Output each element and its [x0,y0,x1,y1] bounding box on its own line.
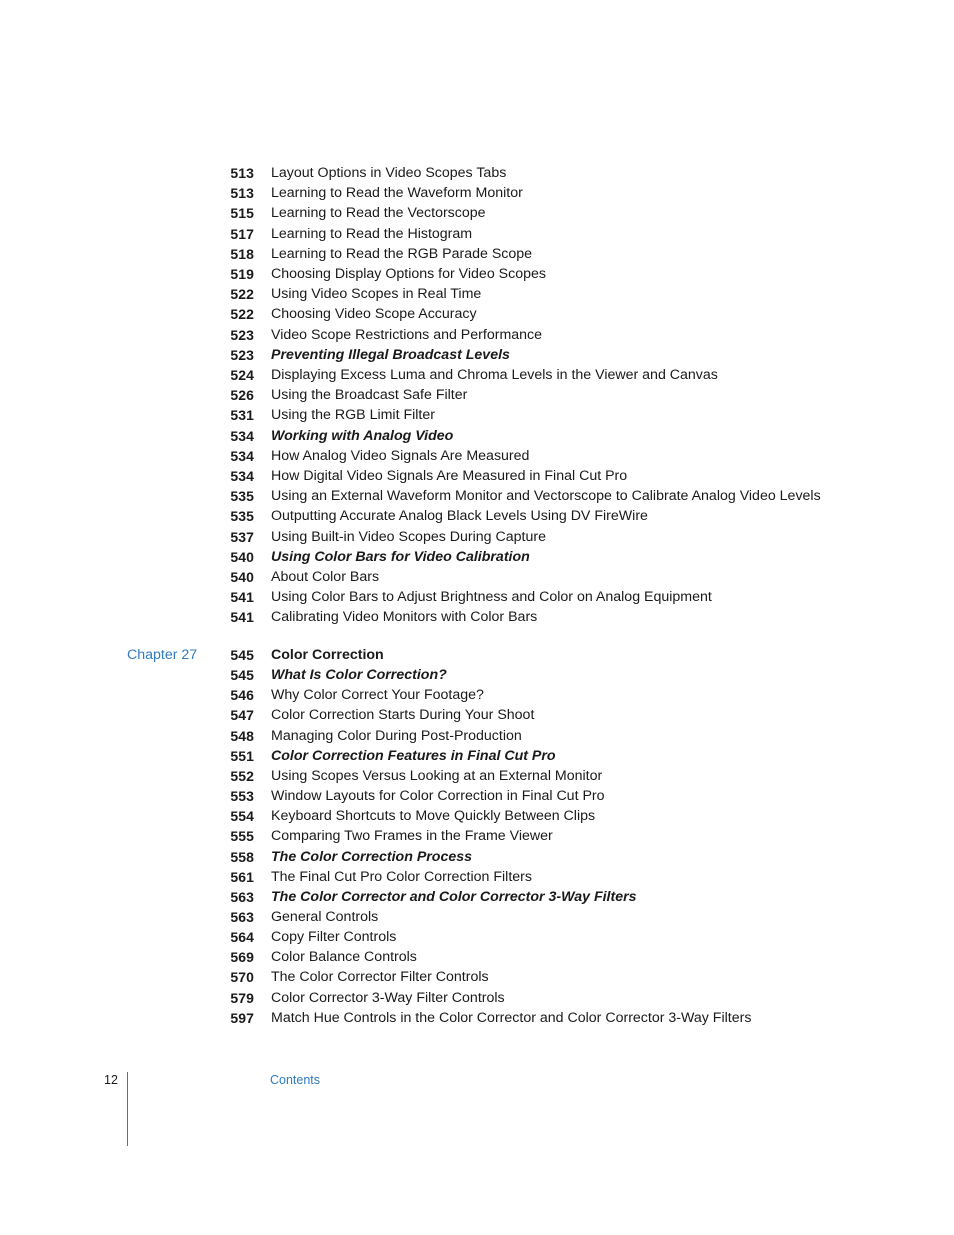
toc-entry-title[interactable]: Using an External Waveform Monitor and Vectorscope to Calibrate Analog Video Levels [271,488,821,505]
toc-entry[interactable] [0,527,954,547]
toc-entry-page-number: 545 [230,647,254,663]
toc-entry-title[interactable]: How Digital Video Signals Are Measured in Final Cut Pro [271,468,628,484]
toc-entry-page-number: 522 [230,286,254,303]
chapter-label[interactable]: Chapter 27 [127,647,198,663]
toc-entry-title[interactable]: General Controls [271,908,379,925]
toc-entry-page-number: 522 [230,306,254,323]
toc-entry[interactable] [0,486,954,506]
toc-entry[interactable] [0,847,954,867]
toc-entry-title[interactable]: Learning to Read the Histogram [271,225,473,242]
toc-entry-page-number: 534 [230,468,254,484]
toc-entry-page-number: 535 [230,488,254,505]
footer-divider [127,1072,128,1146]
toc-entry-page-number: 547 [230,707,254,724]
toc-entry[interactable] [0,887,954,907]
toc-entry-title[interactable]: Learning to Read the RGB Parade Scope [271,245,533,262]
toc-entry-page-number: 519 [230,266,254,282]
toc-entry-page-number: 546 [230,687,254,704]
toc-entry-page-number: 554 [230,808,254,825]
toc-entry-page-number: 552 [230,767,254,784]
toc-entry[interactable] [0,506,954,526]
toc-entry-title[interactable]: Learning to Read the Vectorscope [271,205,486,222]
toc-entry[interactable] [0,224,954,244]
toc-entry[interactable] [0,304,954,324]
toc-entry[interactable] [0,385,954,405]
toc-entry[interactable] [0,705,954,725]
toc-entry-page-number: 555 [230,828,254,845]
toc-entry-title[interactable]: Comparing Two Frames in the Frame Viewer [271,828,553,845]
toc-entry-title[interactable]: Layout Options in Video Scopes Tabs [271,165,507,181]
toc-entry[interactable] [0,927,954,947]
toc-entry-title[interactable]: Using Video Scopes in Real Time [271,286,482,303]
footer-section-label[interactable]: Contents [270,1073,321,1087]
toc-entry-title[interactable]: Learning to Read the Waveform Monitor [271,185,523,202]
toc-entry-page-number: 517 [230,225,254,242]
toc-entry-page-number: 537 [230,528,254,545]
toc-entry-title[interactable]: Match Hue Controls in the Color Corrector and Color Corrector 3-Way Filters [271,1009,752,1026]
toc-entry-page-number: 526 [230,387,254,404]
toc-entry-page-number: 524 [230,367,254,383]
toc-entry[interactable] [0,665,954,685]
toc-entry-title[interactable]: Color Balance Controls [271,949,417,966]
toc-entry-title[interactable]: Using Scopes Versus Looking at an External Monitor [271,767,603,784]
toc-entry-page-number: 534 [230,427,254,444]
toc-entry-page-number: 558 [230,848,254,865]
toc-entry-title[interactable]: Window Layouts for Color Correction in Final Cut Pro [271,788,605,805]
toc-entry[interactable] [0,567,954,587]
toc-entry-title[interactable]: Displaying Excess Luma and Chroma Levels in the Viewer and Canvas [271,367,718,383]
toc-entry-page-number: 597 [230,1009,254,1026]
toc-entry[interactable] [0,967,954,987]
toc-entry[interactable] [0,766,954,786]
toc-entry[interactable] [0,163,954,183]
toc-entry-title[interactable]: Using the Broadcast Safe Filter [271,387,468,404]
toc-entry[interactable] [0,786,954,806]
toc-entry-title[interactable]: The Color Corrector Filter Controls [271,969,489,986]
toc-entry-page-number: 569 [230,949,254,966]
toc-entry-title[interactable]: The Color Corrector and Color Corrector 3-Way Filters [271,888,637,905]
toc-entry-page-number: 570 [230,969,254,986]
toc-entry[interactable] [0,988,954,1008]
toc-entry-page-number: 515 [230,205,254,222]
toc-entry[interactable] [0,183,954,203]
toc-entry-page-number: 513 [230,165,254,181]
toc-entry-title[interactable]: How Analog Video Signals Are Measured [271,447,530,464]
toc-entry-title[interactable]: Color Correction Features in Final Cut Pro [271,747,556,764]
toc-entry-page-number: 545 [230,667,254,684]
toc-entry[interactable] [0,1008,954,1028]
toc-entry[interactable] [0,446,954,466]
toc-entry[interactable] [0,645,954,665]
toc-entry-page-number: 534 [230,447,254,464]
toc-entry-page-number: 561 [230,868,254,885]
toc-entry-title[interactable]: What Is Color Correction? [271,667,447,684]
toc-entry-title[interactable]: Using Color Bars to Adjust Brightness and Color on Analog Equipment [271,589,712,606]
toc-entry[interactable] [0,806,954,826]
toc-entry-title[interactable]: Color Correction [271,647,384,663]
toc-entry-title[interactable]: The Final Cut Pro Color Correction Filters [271,868,532,885]
toc-entry[interactable] [0,547,954,567]
toc-entry[interactable] [0,826,954,846]
toc-entry-title[interactable]: Copy Filter Controls [271,929,397,946]
toc-entry[interactable] [0,264,954,284]
toc-entry[interactable] [0,365,954,385]
toc-entry-page-number: 564 [230,929,254,946]
toc-entry-title[interactable]: Keyboard Shortcuts to Move Quickly Between Clips [271,808,596,825]
toc-entry-title[interactable]: Preventing Illegal Broadcast Levels [271,346,510,363]
toc-entry[interactable] [0,907,954,927]
toc-entry[interactable] [0,284,954,304]
toc-entry-title[interactable]: Calibrating Video Monitors with Color Bars [271,609,538,626]
toc-entry[interactable] [0,426,954,446]
toc-entry-page-number: 513 [230,185,254,202]
toc-entry[interactable] [0,685,954,705]
toc-entry-page-number: 541 [230,589,254,606]
toc-entry[interactable] [0,203,954,223]
toc-entry[interactable] [0,867,954,887]
toc-entry-title[interactable]: Outputting Accurate Analog Black Levels Using DV FireWire [271,508,648,525]
toc-entry-page-number: 531 [230,407,254,424]
toc-entry-title[interactable]: Managing Color During Post-Production [271,727,522,744]
toc-entry-title[interactable]: Using the RGB Limit Filter [271,407,435,424]
toc-entry-title[interactable]: Color Corrector 3-Way Filter Controls [271,989,505,1006]
toc-entry[interactable] [0,244,954,264]
toc-entry[interactable] [0,726,954,746]
toc-entry[interactable] [0,466,954,486]
toc-entry-page-number: 548 [230,727,254,744]
toc-entry-title[interactable]: Choosing Video Scope Accuracy [271,306,477,323]
toc-entry-page-number: 553 [230,788,254,805]
toc-entry-title[interactable]: Color Correction Starts During Your Shoot [271,707,535,724]
toc-entry-title[interactable]: Why Color Correct Your Footage? [271,687,484,704]
toc-entry-page-number: 541 [230,609,254,626]
toc-entry-page-number: 523 [230,326,254,343]
toc-entry-title[interactable]: Working with Analog Video [271,427,454,444]
toc-entry-page-number: 540 [230,569,254,585]
toc-entry-page-number: 563 [230,888,254,905]
toc-entry-title[interactable]: The Color Correction Process [271,848,473,865]
toc-entry-page-number: 540 [230,548,254,565]
toc-entry-page-number: 535 [230,508,254,525]
toc-entry-page-number: 563 [230,908,254,925]
toc-entry[interactable] [0,345,954,365]
toc-entry-page-number: 579 [230,989,254,1006]
footer-page-number: 12 [104,1073,118,1087]
toc-entry-title[interactable]: Video Scope Restrictions and Performance [271,326,543,343]
toc-entry-page-number: 551 [230,747,254,764]
toc-entry-page-number: 518 [230,245,254,262]
toc-entry[interactable] [0,405,954,425]
toc-entry[interactable] [0,607,954,627]
toc-entry[interactable] [0,587,954,607]
toc-entry-title[interactable]: Using Color Bars for Video Calibration [271,548,530,565]
toc-entry-title[interactable]: Using Built-in Video Scopes During Capture [271,528,546,545]
toc-entry[interactable] [0,746,954,766]
toc-entry-title[interactable]: About Color Bars [271,569,380,585]
toc-entry-title[interactable]: Choosing Display Options for Video Scopes [271,266,546,282]
toc-entry-page-number: 523 [230,346,254,363]
toc-entry[interactable] [0,325,954,345]
toc-entry[interactable] [0,947,954,967]
